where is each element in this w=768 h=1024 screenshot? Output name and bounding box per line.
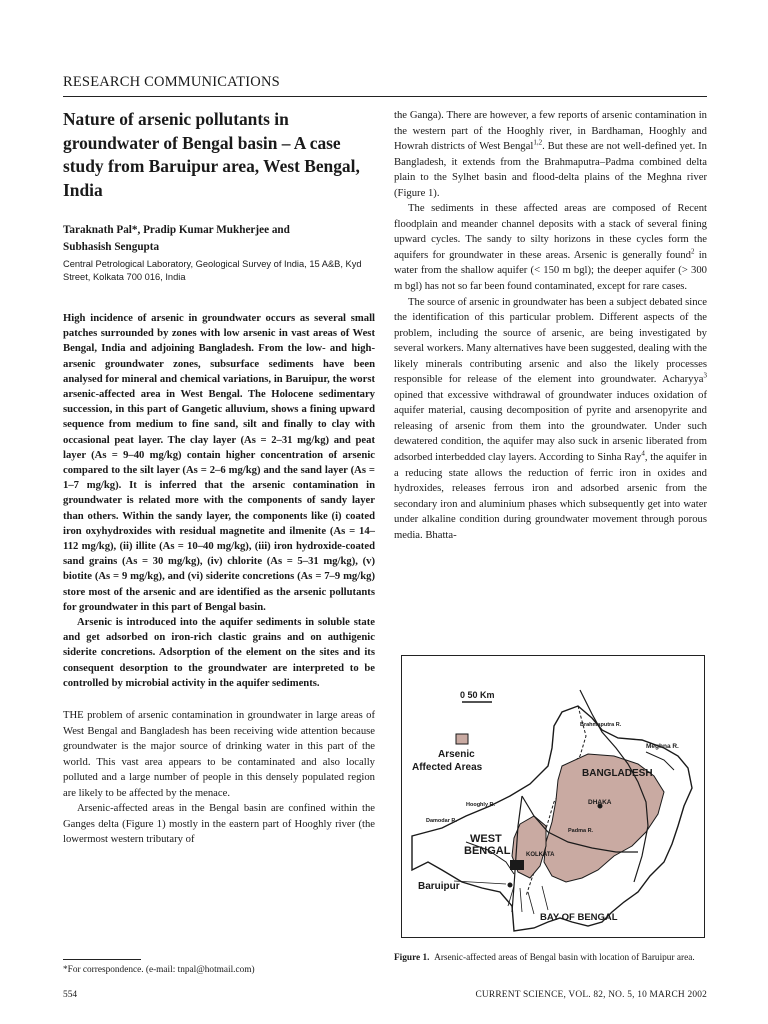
- meghna-label: Meghna R.: [646, 743, 679, 750]
- right-paragraph-3-a: The source of arsenic in groundwater has been a subject debated since the identification of this particular problem. Different aspects of the problem, including the source of arsenic, are being investigated by several workers. Many alternatives have been suggested, dealing with the likely minerals contributing arsenic and also the likely processes responsible for release of the element into groundwater. Acharyya: [394, 296, 707, 386]
- right-paragraph-2-a: The sediments in these affected areas are composed of Recent floodplain and meander channel deposits with a stack of several fining upward cycles. The sandy to silty horizons in these cycles form the aquifers for groundwater in these areas. Arsenic is generally found: [394, 203, 707, 261]
- right-paragraph-3-c: , the aquifer in a reducing state allows the reduction of ferric iron in oxides and hydroxides, releases ferrous iron and adsorbed arsenic from the secondary iron and aluminium phases which subsequently get into water under alkaline condition during groundwater movement through porous media. Bhatta-: [394, 452, 708, 541]
- dhaka-label: DHAKA: [588, 799, 612, 806]
- smallcaps-lead: HE: [69, 710, 84, 722]
- bengal-label: BENGAL: [464, 845, 511, 857]
- scale-label: 0 50 Km: [460, 690, 495, 700]
- page-number: 554: [63, 990, 78, 1000]
- journal-citation: CURRENT SCIENCE, VOL. 82, NO. 5, 10 MARCH 2002: [475, 990, 707, 1000]
- authors: [63, 222, 375, 255]
- bengal-basin-map: [402, 656, 704, 937]
- figure-caption: [394, 952, 707, 965]
- right-paragraph-2: [394, 201, 707, 294]
- authors-line-2: Subhasish Sengupta: [63, 240, 160, 253]
- right-paragraph-2-b: in water from the shallow aquifer (< 150 m bgl); the deeper aquifer (> 300 m bgl) has not so far been found contaminated, except for rare cases.: [394, 249, 708, 293]
- figure-caption-text: Arsenic-affected areas of Bengal basin with location of Baruipur area.: [434, 953, 695, 963]
- citation-ref: 3: [703, 371, 707, 380]
- footnote-rule: [63, 959, 141, 960]
- figure-caption-label: Figure 1.: [394, 953, 430, 963]
- kolkata-marker: [510, 860, 524, 870]
- kolkata-label: KOLKATA: [526, 852, 555, 858]
- bangladesh-label: BANGLADESH: [582, 768, 653, 779]
- baruipur-label: Baruipur: [418, 881, 460, 892]
- body-paragraph-1: [63, 708, 375, 801]
- left-body-text: [63, 708, 375, 848]
- authors-line-1: Taraknath Pal*, Pradip Kumar Mukherjee and: [63, 224, 290, 236]
- legend-label-2: Affected Areas: [412, 762, 483, 773]
- affiliation: Central Petrological Laboratory, Geological Survey of India, 15 A&B, Kyd Street, Kolkata 700 016, India: [63, 259, 362, 282]
- brahmaputra-label: Brahmaputra R.: [580, 722, 622, 728]
- left-column: [63, 108, 375, 848]
- west-label: WEST: [470, 833, 502, 845]
- hooghly-label: Hooghly R.: [466, 802, 496, 808]
- abstract: [63, 311, 375, 691]
- abstract-paragraph-2: Arsenic is introduced into the aquifer sediments in soluble state and get adsorbed on iron-rich clastic grains and on authigenic siderite concretions. Adsorption of the element on the sites and its consequent desorption to the groundwater are interpreted to be controlled by microbial activity in the aquifer sediments.: [63, 617, 375, 689]
- body-paragraph-1-text: problem of arsenic contamination in groundwater in large areas of West Bengal and Bangladesh has been receiving wide attention because groundwater is the major source of drinking water in this part of the world. This vast area appears to be contaminated and also locally polluted and a large number of people in this densely populated region are likely to be affected by the menace.: [63, 710, 375, 799]
- section-header: RESEARCH COMMUNICATIONS: [63, 74, 280, 90]
- right-paragraph-1-b: . But these are not well-defined yet. In Bangladesh, it extends from the Brahmaputra–Padma combined delta plain to the Sylhet basin and flood-delta plains of the Meghna river (Figure 1).: [394, 141, 707, 199]
- right-column: [394, 108, 707, 543]
- abstract-paragraph-1: High incidence of arsenic in groundwater occurs as several small patches surrounded by zones with low arsenic in vast areas of West Bengal, India and adjoining Bangladesh. From the low- and high-arsenic groundwater zones, subsurface sediments have been analysed for mineral and chemical variations, in Baruipur, the worst arsenic-affected area in West Bengal. The Holocene sedimentary succession, in this part of Gangetic alluvium, shows a fining upward sequence from medium to fine sand, silt and finally to clay with occasional peat layer. The clay layer (As = 2–31 mg/kg) and peat layer (As = 9–40 mg/kg) contain higher concentration of arsenic compared to the silt layer (As = 2–6 mg/kg) and the sand layer (As = 1–7 mg/kg). It is inferred that the arsenic contamination in groundwater is related more with the components of sandy layer than others. Within the sandy layer, the components like (i) coated iron oxyhydroxides with residual magnetite and ilmenite (As = 14–112 mg/kg), (ii) illite (As = 10–40 mg/kg), (iii) iron hydroxide-coated sand grains (As = 30 mg/kg), (iv) chlorite (As = 5–31 mg/kg), (v) biotite (As = 9 mg/kg), and (vi) siderite concretions (As = 7–9 mg/kg) store most of the arsenic and are identified as the arsenic pollutants for groundwater in this part of Bengal basin.: [63, 313, 375, 613]
- figure-1-map: [401, 655, 705, 938]
- baruipur-marker: [508, 883, 513, 888]
- legend-swatch: [456, 734, 468, 744]
- dropcap: T: [63, 710, 70, 722]
- right-paragraph-1-a: the Ganga). There are however, a few reports of arsenic contamination in the western part of the Hooghly river, in Bardhaman, Hooghly and Howrah districts of West Bengal: [394, 110, 707, 153]
- citation-ref: 2: [691, 247, 695, 256]
- damodar-label: Damodar R.: [426, 818, 457, 824]
- citation-ref: 1,2: [533, 138, 543, 147]
- citation-ref: 4: [641, 449, 645, 458]
- right-paragraph-3-b: opined that excessive withdrawal of groundwater induces oxidation of aquifer material, causing decomposition of pyrite and arsenopyrite and releasing of arsenic from them into the groundwater. Under such dewatered condition, the aquifer may also suck in arsenic liberated from adsorbed interbedded clay layers. According to Sinha Ray: [394, 389, 707, 464]
- padma-label: Padma R.: [568, 828, 594, 834]
- legend-label-1: Arsenic: [438, 749, 475, 760]
- article-title: Nature of arsenic pollutants in groundwater of Bengal basin – A case study from Baruipur area, West Bengal, India: [63, 109, 360, 200]
- header-rule: [63, 96, 707, 97]
- bay-of-bengal-label: BAY OF BENGAL: [540, 912, 618, 923]
- right-paragraph-3: [394, 295, 707, 544]
- correspondence-footnote: *For correspondence. (e-mail: tnpal@hotmail.com): [63, 965, 255, 975]
- right-paragraph-1: [394, 108, 707, 201]
- body-paragraph-2: Arsenic-affected areas in the Bengal basin are confined within the Ganges delta (Figure 1) mostly in the eastern part of Hooghly river (the lowermost western tributary of: [63, 803, 375, 846]
